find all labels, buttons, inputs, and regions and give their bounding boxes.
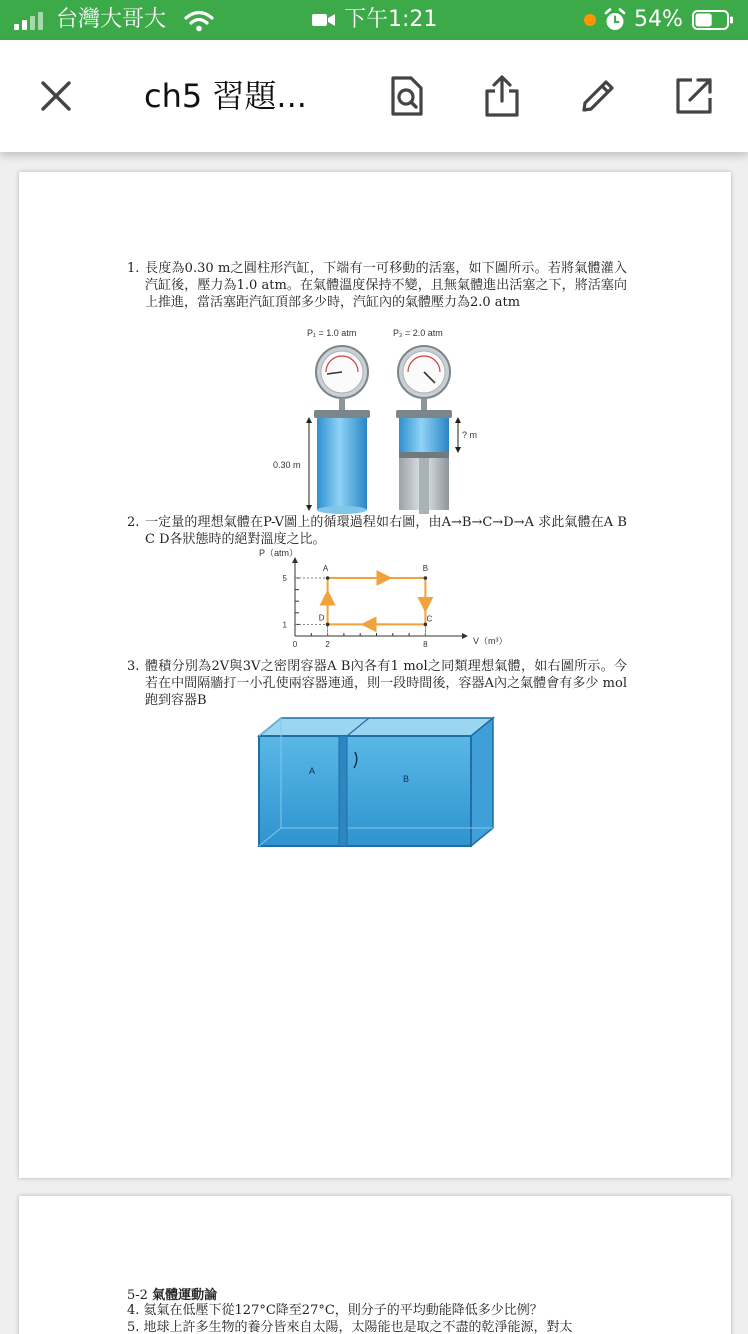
chart-cycle xyxy=(295,578,425,636)
alarm-clock-icon xyxy=(604,8,626,32)
unknown-height-label: ? m xyxy=(462,430,478,440)
wifi-icon xyxy=(184,10,214,32)
section-heading xyxy=(127,1284,217,1303)
close-icon[interactable] xyxy=(34,74,78,118)
battery-icon xyxy=(692,10,734,30)
question-5: 5. 地球上許多生物的養分皆來自太陽，太陽能也是取之不盡的乾淨能源，對太 xyxy=(127,1320,573,1334)
question-2 xyxy=(127,514,627,550)
question-text: 一定量的理想氣體在P-V圖上的循環過程如右圖，由A→B→C→D→A 求此氣體在A B C D各狀態時的絕對溫度之比。 xyxy=(145,515,627,547)
open-external-icon[interactable] xyxy=(672,74,716,118)
clock-time: 下午1:21 xyxy=(344,7,438,32)
p1-label: P₁ = 1.0 atm xyxy=(307,328,357,338)
find-in-document-icon[interactable] xyxy=(384,74,428,118)
share-icon[interactable] xyxy=(480,74,524,118)
point-label-c: C xyxy=(426,614,433,624)
question-1 xyxy=(127,260,627,330)
question-number: 2. xyxy=(127,515,140,530)
cellular-signal-icon xyxy=(14,12,48,30)
point-b xyxy=(424,576,428,580)
y-tick-label: 1 xyxy=(282,620,287,630)
point-label-d: D xyxy=(318,613,325,623)
cylinder-pressure-figure xyxy=(269,324,505,514)
privacy-indicator-dot xyxy=(584,14,596,26)
document-title: ch5 習題... xyxy=(144,77,307,115)
question-3 xyxy=(127,658,627,714)
point-label-b: B xyxy=(422,564,429,573)
document-viewer-toolbar xyxy=(0,40,748,152)
chart-points xyxy=(319,564,433,626)
battery-level-fill xyxy=(696,14,712,27)
x-tick-label: 8 xyxy=(423,640,428,649)
question-number: 3. xyxy=(127,659,140,674)
edit-pencil-icon[interactable] xyxy=(576,74,620,118)
x-tick-label: 2 xyxy=(325,640,330,649)
section-title: 氣體運動論 xyxy=(152,1288,218,1303)
document-page-1 xyxy=(19,172,731,1178)
height-label: 0.30 m xyxy=(273,460,301,470)
status-bar xyxy=(0,0,748,40)
x-tick-label: 0 xyxy=(292,640,298,649)
y-tick-label: 5 xyxy=(282,574,287,583)
two-container-figure xyxy=(253,710,497,850)
question-text: 長度為0.30 m之圓柱形汽缸，下端有一可移動的活塞，如下圖所示。若將氣體灌入汽缸後，壓力為1.0 atm。在氣體溫度保持不變，且無氣體進出活塞之下，將活塞向上推進，當活塞距汽缸頂部多少時，汽缸內的氣體壓力為2.0 atm xyxy=(145,261,627,310)
y-axis-label: P（atm） xyxy=(259,548,299,558)
point-a xyxy=(326,576,330,580)
point-d xyxy=(326,623,330,627)
point-label-a: A xyxy=(322,564,329,573)
section-number: 5-2 xyxy=(127,1288,148,1303)
chart-ticks xyxy=(283,574,429,649)
container-b-label: B xyxy=(403,774,410,784)
x-axis-label: V（m³） xyxy=(473,636,508,646)
container-a-label: A xyxy=(309,766,316,776)
p2-label: P₂ = 2.0 atm xyxy=(393,328,443,338)
screen-recording-icon xyxy=(312,13,336,27)
pv-cycle-chart xyxy=(251,546,521,662)
document-page-2 xyxy=(19,1196,731,1334)
carrier-name: 台灣大哥大 xyxy=(56,7,167,32)
question-text: 體積分別為2V與3V之密閉容器A B內各有1 mol之同類理想氣體，如右圖所示。今若在中間隔牆打一小孔使兩容器連通，則一段時間後，容器A內之氣體會有多少 mol跑到容器B xyxy=(145,659,627,708)
question-number: 1. xyxy=(127,261,140,276)
pdf-document-viewport[interactable] xyxy=(0,152,748,1334)
question-4: 4. 氦氣在低壓下從127°C降至27°C，則分子的平均動能降低多少比例？ xyxy=(127,1303,543,1318)
battery-percentage: 54% xyxy=(634,7,683,32)
